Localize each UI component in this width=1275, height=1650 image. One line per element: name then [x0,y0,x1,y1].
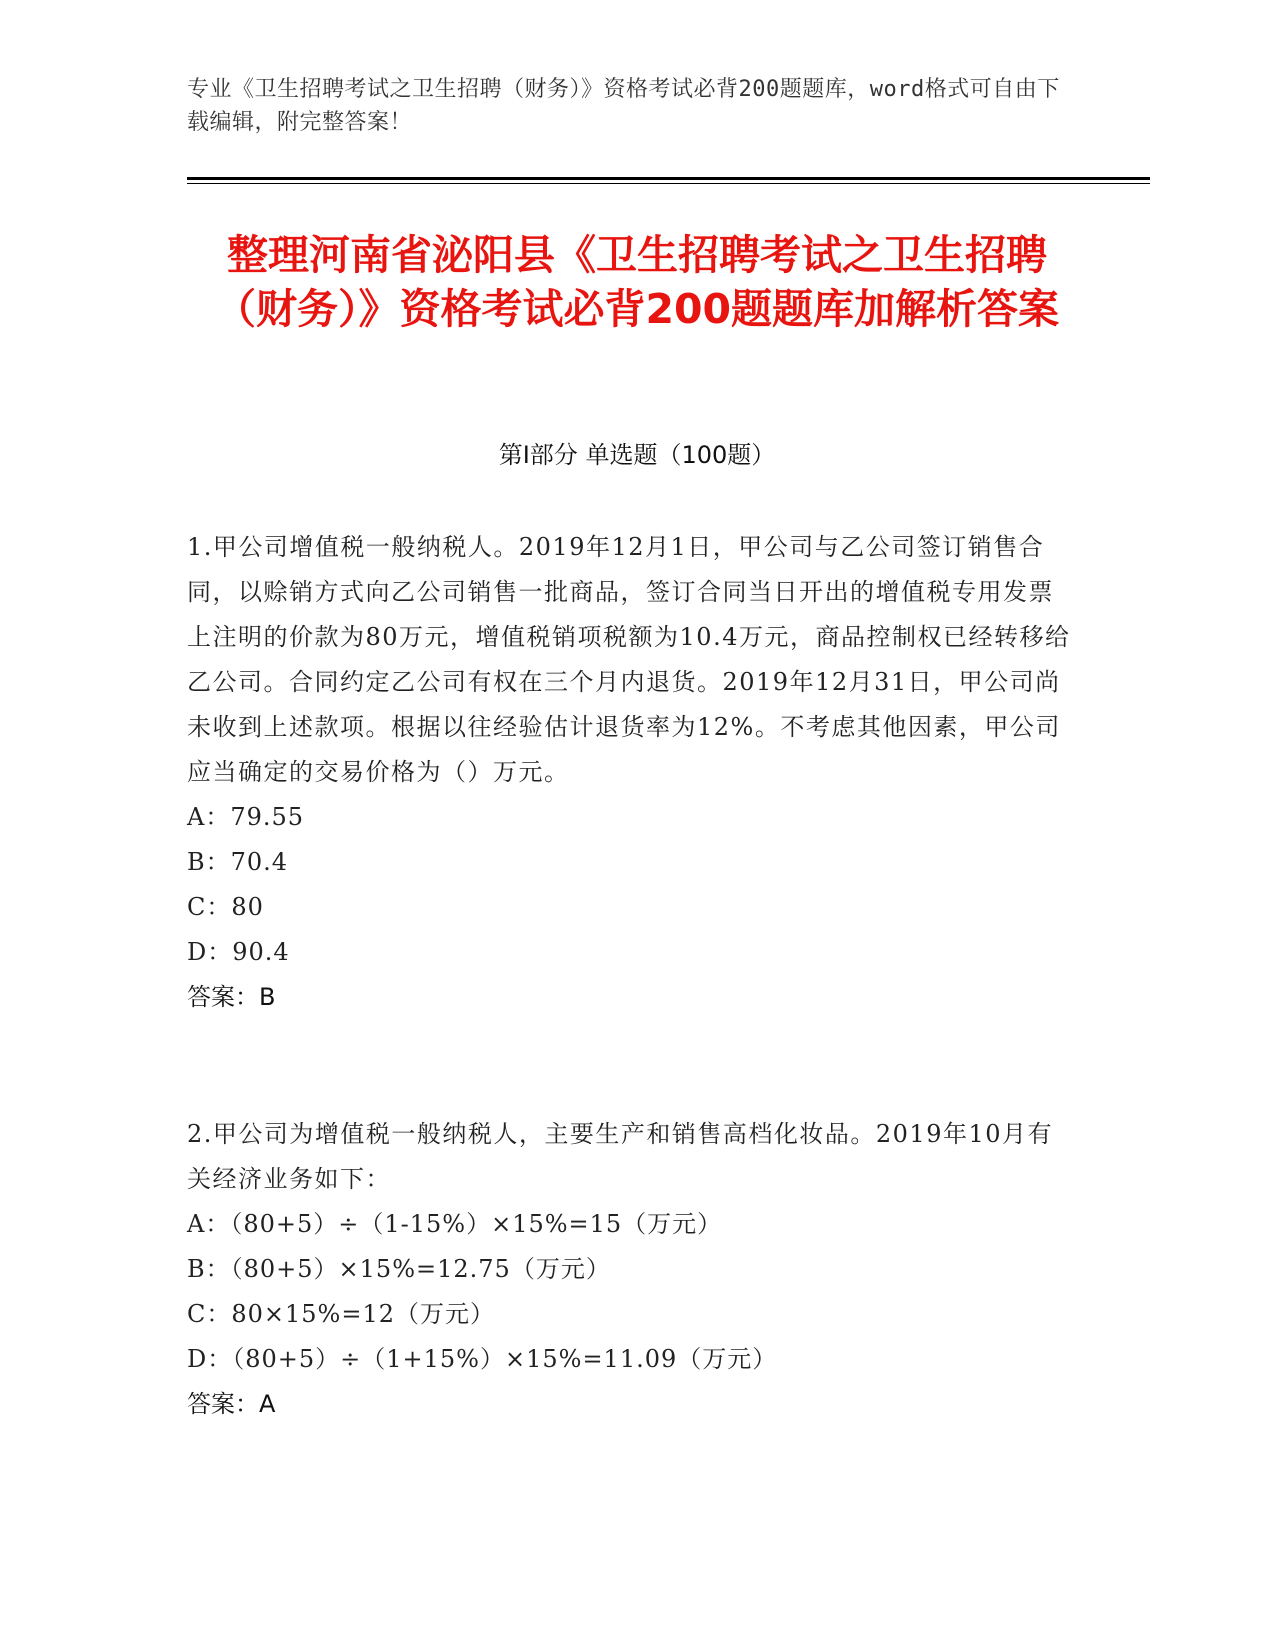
answer-label: 答案：A [187,1390,276,1418]
question-text: 1.甲公司增值税一般纳税人。2019年12月1日，甲公司与乙公司签订销售合同，以赊销方式向乙公司销售一批商品，签订合同当日开出的增值税专用发票上注明的价款为80万元，增值税销项税额为10.4万元，商品控制权已经转移给乙公司。合同约定乙公司有权在三个月内退货。2019年12月31日，甲公司尚未收到上述款项。根据以往经验估计退货率为12%。不考虑其他因素，甲公司应当确定的交易价格为（）万元。 [187,533,1071,786]
header-divider-thin [187,183,1150,184]
option-c: C：80 [187,893,264,921]
option-d: D：（80+5）÷（1+15%）×15%=11.09（万元） [187,1345,778,1373]
option-a: A：79.55 [187,803,305,831]
option-a: A：（80+5）÷（1-15%）×15%=15（万元） [187,1210,723,1238]
document-title: 整理河南省泌阳县《卫生招聘考试之卫生招聘（财务）》资格考试必背200题题库加解析答案 [214,231,1060,333]
section-heading: 第I部分 单选题（100题） [498,441,776,469]
question-1 [187,525,1077,1020]
option-b: B：（80+5）×15%=12.75（万元） [187,1255,611,1283]
option-d: D：90.4 [187,938,290,966]
option-b: B：70.4 [187,848,289,876]
option-c: C：80×15%=12（万元） [187,1300,496,1328]
question-text: 2.甲公司为增值税一般纳税人，主要生产和销售高档化妆品。2019年10月有关经济业务如下： [187,1120,1054,1193]
header-divider-thick [187,177,1150,180]
header-note: 专业《卫生招聘考试之卫生招聘（财务）》资格考试必背200题题库，word格式可自由下载编辑，附完整答案！ [187,77,1060,135]
answer-label: 答案：B [187,983,276,1011]
question-2 [187,1112,1077,1427]
